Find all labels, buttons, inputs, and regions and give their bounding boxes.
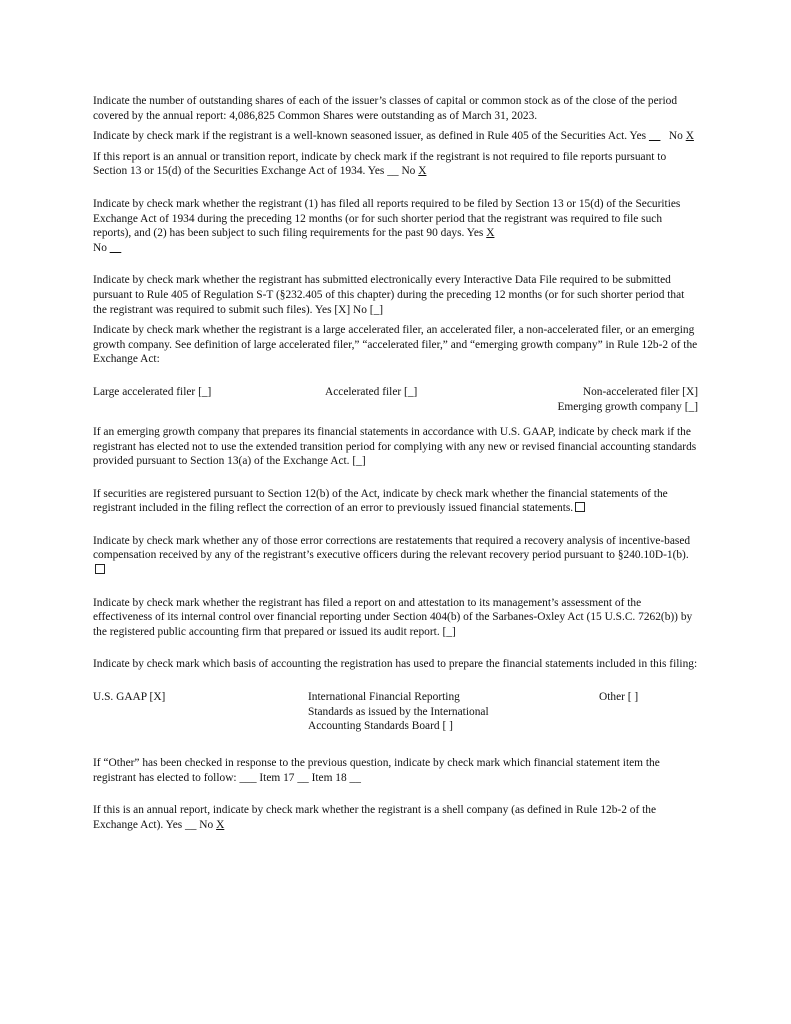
interactive-data-paragraph: Indicate by check mark whether the registrant has submitted electronically every Interactive Data File required to be submitted pursuant to Rule 405 of Regulation S-T (§232.405 of this chapter) during the preceding 12 months (or for such shorter period that the registrant was required to submit such files). Yes [X] No [_]: [93, 274, 685, 316]
seasoned-issuer-no-mark[interactable]: X: [685, 130, 694, 143]
large-accelerated-filer-option[interactable]: Large accelerated filer [_]: [93, 385, 212, 398]
error-correction-paragraph: [93, 487, 698, 516]
other-basis-paragraph: If “Other” has been checked in response to the previous question, indicate by check mark which financial statement item the registrant has elected to follow: ___ Item 17 __ Item 18 __: [93, 757, 660, 784]
accounting-basis-paragraph: Indicate by check mark which basis of accounting the registration has used to prepare the financial statements included in this filing:: [93, 658, 698, 671]
filer-options-row: [93, 385, 698, 415]
us-gaap-option[interactable]: U.S. GAAP [X]: [93, 691, 166, 704]
shell-company-paragraph: [93, 803, 698, 832]
filer-right-column: [557, 385, 698, 414]
not-required-no-mark[interactable]: X: [418, 165, 427, 178]
seasoned-issuer-no-label: No: [668, 130, 683, 143]
recovery-analysis-checkbox[interactable]: [95, 564, 105, 574]
non-accelerated-filer-option[interactable]: Non-accelerated filer [X]: [582, 385, 698, 398]
seasoned-issuer-text: Indicate by check mark if the registrant is a well-known seasoned issuer, as defined in Rule 405 of the Securities Act. Yes: [93, 130, 649, 143]
filed-reports-text: Indicate by check mark whether the registrant (1) has filed all reports required to be filed by Section 13 or 15(d) of the Securities Exchange Act of 1934 during the preceding 12 months (or for such shorter period that the registrant was required to file such reports), and (2) has been subject to such filing requirements for the past 90 days. Yes: [93, 197, 681, 240]
recovery-analysis-text: Indicate by check mark whether any of those error corrections are restatements that required a recovery analysis of incentive-based compensation received by any of the registrant’s executive officers during the relevant recovery period pursuant to §240.10D-1(b).: [93, 534, 691, 562]
internal-control-paragraph: Indicate by check mark whether the registrant has filed a report on and attestation to its management’s assessment of the effectiveness of its internal control over financial reporting under Section 404(b) of the Sarbanes-Oxley Act (15 U.S.C. 7262(b)) by the registered public accounting firm that prepared or issued its audit report. [_]: [93, 596, 693, 638]
filed-reports-yes-mark[interactable]: X: [486, 227, 495, 240]
error-correction-checkbox[interactable]: [575, 502, 585, 512]
accelerated-filer-option[interactable]: Accelerated filer [_]: [325, 385, 418, 398]
shell-company-text: If this is an annual report, indicate by check mark whether the registrant is a shell company (as defined in Rule 12b-2 of the Exchange Act). Yes __ No: [93, 804, 657, 831]
emerging-growth-paragraph: If an emerging growth company that prepares its financial statements in accordance with U.S. GAAP, indicate by check mark if the registrant has elected not to use the extended transition period for complying with any new or revised financial accounting standards provided pursuant to Section 13(a) of the Exchange Act. [_]: [93, 425, 697, 468]
outstanding-shares-paragraph: Indicate the number of outstanding shares of each of the issuer’s classes of capital or common stock as of the close of the period covered by the annual report: 4,086,825 Common Shares were outstanding as of March 31, 2023.: [93, 95, 678, 122]
emerging-growth-option[interactable]: Emerging growth company [_]: [557, 400, 698, 413]
ifrs-option[interactable]: International Financial Reporting Standards as issued by the International Accounting Standards Board [ ]: [308, 691, 489, 733]
seasoned-issuer-yes-blank[interactable]: __: [648, 130, 661, 143]
seasoned-issuer-paragraph: [93, 129, 698, 144]
accounting-basis-options: [93, 690, 698, 750]
not-required-paragraph: [93, 150, 698, 179]
error-correction-text: If securities are registered pursuant to Section 12(b) of the Act, indicate by check mark whether the financial statements of the registrant included in the filing reflect the correction of an error to previously issued financial statements.: [93, 487, 668, 515]
recovery-analysis-paragraph: [93, 534, 698, 578]
filed-reports-no-label: No: [93, 241, 107, 254]
filed-reports-paragraph: [93, 197, 698, 255]
filed-reports-no-blank[interactable]: __: [109, 241, 122, 254]
shell-company-no-mark[interactable]: X: [216, 818, 225, 831]
other-option[interactable]: Other [ ]: [599, 691, 639, 704]
not-required-text: If this report is an annual or transition report, indicate by check mark if the registrant is not required to file reports pursuant to Section 13 or 15(d) of the Securities Exchange Act of 1934. Yes __ No: [93, 150, 667, 178]
filer-status-paragraph: Indicate by check mark whether the registrant is a large accelerated filer, an accelerated filer, a non-accelerated filer, or an emerging growth company. See definition of large accelerated filer,” “accelerated filer,” and “emerging growth company” in Rule 12b-2 of the Exchange Act:: [93, 324, 698, 366]
form-page: [93, 94, 698, 832]
